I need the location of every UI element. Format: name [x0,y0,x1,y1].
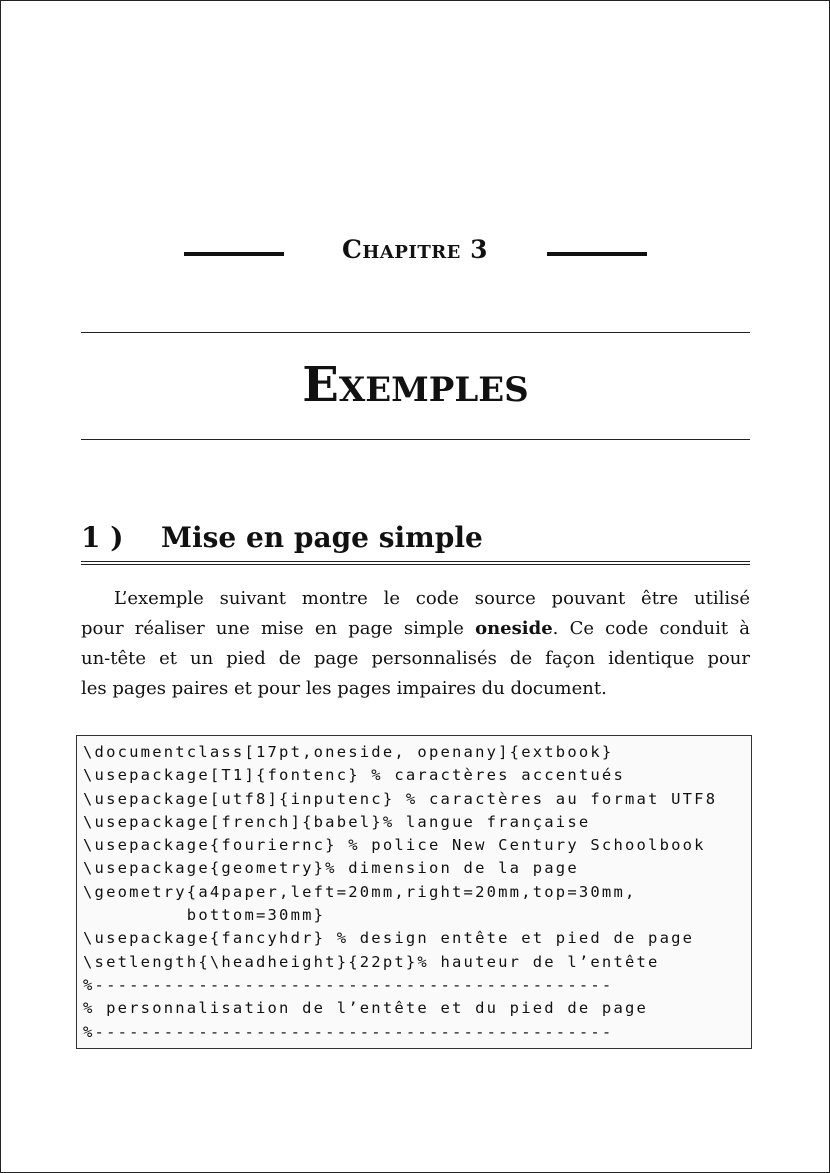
code-listing [76,735,752,1049]
code-line: \setlength{\headheight}{22pt}% hauteur de l’entête [83,952,660,971]
code-line: \usepackage[utf8]{inputenc} % caractères au format UTF8 [83,789,718,808]
chapter-header [0,232,830,272]
code-line: \usepackage{geometry}% dimension de la page [83,859,579,878]
code-line: \usepackage[T1]{fontenc} % caractères accentués [83,766,625,785]
paragraph-line [81,614,750,644]
paragraph-line: L’exemple suivant montre le code source pouvant être utilisé [114,588,750,609]
code-line: \usepackage[french]{babel}% langue française [83,812,591,831]
code-line: %--------------------------------------------- [83,1022,614,1041]
code-line: \usepackage{fancyhdr} % design entête et pied de page [83,929,695,948]
chapter-rule-left [184,252,284,256]
code-line: \documentclass[17pt,oneside, openany]{extbook} [83,743,614,761]
code-line: %--------------------------------------------- [83,975,614,994]
code-line: \geometry{a4paper,left=20mm,right=20mm,top=30mm, [83,882,637,901]
section-rule-lower [81,564,750,565]
paragraph-line: les pages paires et pour les pages impaires du document. [81,678,607,699]
paragraph-text: pour réaliser une mise en page simple [81,618,476,639]
chapter-rule-right [547,252,647,256]
chapter-title: Exemples [302,357,529,413]
title-rule-bottom [81,439,750,440]
code-line: % personnalisation de l’entête et du pied de page [83,999,649,1018]
section-rule-upper [81,561,750,562]
paragraph-text: . Ce code conduit à [552,618,750,639]
section-heading [81,516,750,560]
code-line: bottom=30mm} [83,906,326,925]
body-paragraph [81,584,750,704]
title-rule-top [81,332,750,333]
chapter-label: Chapitre 3 [342,235,488,264]
paragraph-line: un-tête et un pied de page personnalisés de façon identique pour [81,648,750,669]
code-line: \usepackage{fouriernc} % police New Century Schoolbook [83,836,706,855]
paragraph-keyword: oneside [475,618,553,639]
section-title: Mise en page simple [161,521,483,554]
section-number: 1 ) [81,521,124,554]
